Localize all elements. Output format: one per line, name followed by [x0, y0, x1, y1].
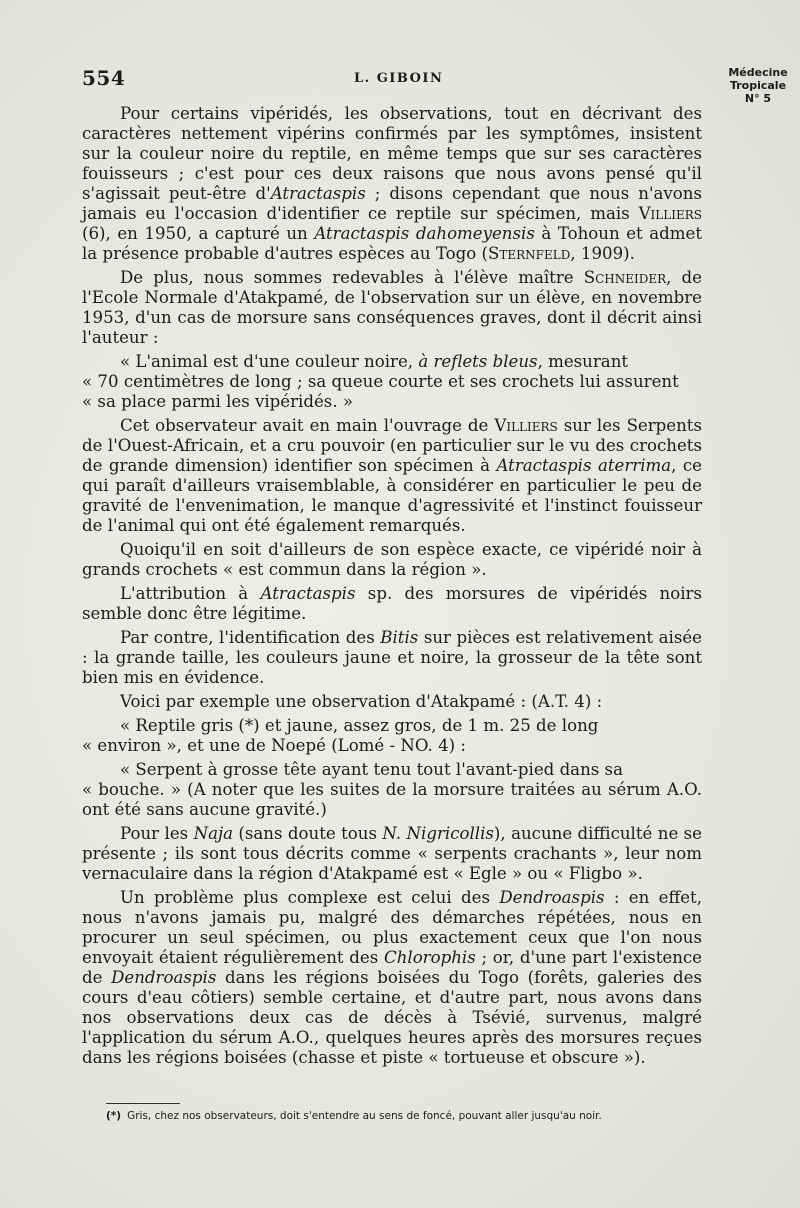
page-header	[82, 66, 702, 94]
paragraph-2: De plus, nous sommes redevables à l'élève maître Schneider, de l'Ecole Normale d'Atakpamé, de l'observation sur un élève, en novembre 1953, d'un cas de morsure sans conséquences graves, dont il décrit ainsi l'auteur :	[82, 268, 702, 347]
taxon-name: N. Nigricollis	[382, 824, 494, 843]
footnote	[82, 1110, 702, 1123]
taxon-name: Atractaspis	[260, 584, 356, 603]
taxon-name: Atractaspis dahomeyensis	[314, 224, 535, 243]
author-name: Villiers	[638, 204, 702, 223]
journal-name-line1: Médecine	[728, 66, 788, 79]
running-head-author: L. GIBOIN	[354, 71, 444, 86]
paragraph-8: Pour les Naja (sans doute tous N. Nigricollis), aucune difficulté ne se présente ; ils sont tous décrits comme « serpents crachants », leur nom vernaculaire dans la région d'Atakpamé est « Egle » ou « Fligbo ».	[82, 824, 702, 883]
journal-mark	[727, 66, 789, 105]
footnote-divider	[106, 1103, 180, 1104]
taxon-name: Dendroaspis	[111, 968, 217, 987]
author-name: Sternfeld	[488, 244, 571, 263]
emphasis: à reflets bleus	[418, 352, 538, 371]
journal-name-line2: Tropicale	[729, 79, 787, 92]
taxon-name: Bitis	[380, 628, 419, 647]
quote-1: « L'animal est d'une couleur noire, à reflets bleus, mesurant « 70 centimètres de long ; sa queue courte et ses crochets lui assurent « sa place parmi les vipéridés. »	[82, 352, 679, 411]
page-number: 554	[82, 66, 126, 90]
taxon-name: Atractaspis aterrima	[496, 456, 672, 475]
taxon-name: Dendroaspis	[499, 888, 605, 907]
author-name: Villiers	[494, 416, 558, 435]
taxon-name: Chlorophis	[384, 948, 476, 967]
paragraph-1: Pour certains vipéridés, les observations, tout en décrivant des caractères nettement vipérins confirmés par les symptômes, insistent sur la couleur noire du reptile, en même temps que sur ses caractères fouisseurs ; c'est pour ces deux raisons que nous avons pensé qu'il s'agissait peut-être d'Atractaspis ; disons cependant que nous n'avons jamais eu l'occasion d'identifier ce reptile sur spécimen, mais Villiers (6), en 1950, a capturé un Atractaspis dahomeyensis à Tohoun et admet la présence probable d'autres espèces au Togo (Sternfeld, 1909).	[82, 104, 703, 263]
paragraph-6: Par contre, l'identification des Bitis sur pièces est relativement aisée : la grande taille, les couleurs jaune et noire, la grosseur de la tête sont bien mis en évidence.	[82, 628, 703, 687]
footnote-text: Gris, chez nos observateurs, doit s'entendre au sens de foncé, pouvant aller jusqu'au noir.	[127, 1110, 602, 1122]
taxon-name: Naja	[193, 824, 234, 843]
person-name: Schneider	[583, 268, 667, 287]
quote-2: « Reptile gris (*) et jaune, assez gros, de 1 m. 25 de long « environ », et une de Noepé (Lomé - NO. 4) :	[82, 716, 599, 755]
journal-issue: N° 5	[744, 92, 772, 105]
paragraph-9: Un problème plus complexe est celui des Dendroaspis : en effet, nous n'avons jamais pu, malgré des démarches répétées, nous en procurer un seul spécimen, ou plus exactement ceux que l'on nous envoyait étaient régulièrement des Chlorophis ; or, d'une part l'existence de Dendroaspis dans les régions boisées du Togo (forêts, galeries des cours d'eau côtiers) semble certaine, et d'autre part, nous avons dans nos observations deux cas de décès à Tsévié, survenus, malgré l'application du sérum A.O., quelques heures après des morsures reçues dans les régions boisées (chasse et piste « tortueuse et obscure »).	[82, 888, 702, 1067]
body-text	[82, 104, 702, 1068]
quote-3: « Serpent à grosse tête ayant tenu tout l'avant-pied dans sa « bouche. » (A noter que les suites de la morsure traitées au sérum A.O. ont été sans aucune gravité.)	[82, 760, 702, 819]
taxon-name: Atractaspis	[270, 184, 366, 203]
paragraph-4: Quoiqu'il en soit d'ailleurs de son espèce exacte, ce vipéridé noir à grands crochets « est commun dans la région ».	[82, 540, 702, 579]
paragraph-7: Voici par exemple une observation d'Atakpamé : (A.T. 4) :	[120, 692, 603, 711]
footnote-marker: (*)	[106, 1110, 122, 1122]
paragraph-5: L'attribution à Atractaspis sp. des morsures de vipéridés noirs semble donc être légitime.	[82, 584, 702, 623]
paragraph-3: Cet observateur avait en main l'ouvrage de Villiers sur les Serpents de l'Ouest-Africain, et a cru pouvoir (en particulier sur le vu des crochets de grande dimension) identifier son spécimen à Atractaspis aterrima, ce qui paraît d'ailleurs vraisemblable, à considérer en particulier le peu de gravité de l'envenimation, le manque d'agressivité et l'instinct fouisseur de l'animal qui ont été également remarqués.	[82, 416, 702, 535]
